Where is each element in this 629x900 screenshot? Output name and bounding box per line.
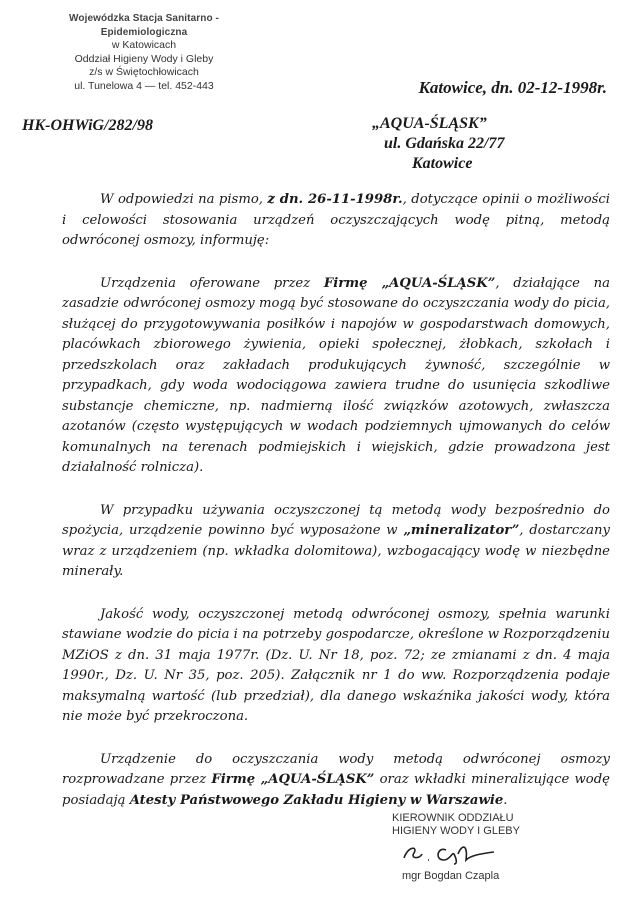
recipient-street: ul. Gdańska 22/77	[384, 135, 505, 152]
stamp-line-city: w Katowicach	[111, 39, 177, 51]
text-run: , dostarczany wraz z urządzeniem (np. wkładka dolomitowa), wzbogacający wodę w niezbędne minerały.	[62, 523, 610, 579]
office-stamp	[26, 12, 262, 93]
bold-run: z dn. 26-11-1998r.	[267, 192, 403, 207]
signature-block	[392, 812, 562, 883]
recipient-name: „AQUA-ŚLĄSK”	[372, 115, 487, 132]
text-run: .	[503, 792, 508, 808]
text-run: W odpowiedzi na pismo,	[100, 192, 268, 207]
stamp-line-institution: Wojewódzka Stacja Sanitarno - Epidemiologiczna	[69, 13, 219, 38]
paragraph-intro	[62, 190, 610, 252]
recipient-address	[372, 114, 504, 174]
recipient-city: Katowice	[412, 155, 473, 172]
stamp-line-seat: z/s w Świętochłowicach	[89, 66, 199, 78]
signature-title-1: KIEROWNIK ODDZIAŁU	[392, 812, 514, 824]
bold-run: Firmę „AQUA-ŚLĄSK”	[323, 275, 496, 291]
text-run: Urządzenie do oczyszczania wody metodą odwróconej osmozy rozprowadzane przez	[62, 751, 610, 787]
stamp-line-department: Oddział Higieny Wody i Gleby	[74, 52, 214, 65]
signature-title-2: HIGIENY WODY I GLEBY	[392, 825, 520, 837]
text-run: , działające na zasadzie odwróconej osmozy mogą być stosowane do oczyszczania wody do picia, służącej do przygotowywania posiłków i napojów w gospodarstwach domowych, placówkach zbiorowego żywienia, opieki społecznej, żłobkach, szkołach i przedszkolach oraz zakładach produkujących żywność, szczególnie w przypadkach, gdy woda wodociągowa zawiera trudne do usunięcia szkodliwe substancje chemiczne, np. nadmierną ilość związków azotowych, zwłaszcza azotanów (często występujących w wodach podziemnych ujmowanych do celów komunalnych na terenach podmiejskich i wiejskich, gdzie prowadzona jest działalność rolnicza).	[62, 275, 610, 475]
letter-body	[62, 190, 610, 833]
bold-run: Firmę „AQUA-ŚLĄSK”	[211, 772, 375, 787]
text-run: oraz wkładki mineralizujące wodę posiadają	[62, 772, 610, 808]
paragraph-devices	[62, 274, 610, 479]
bold-run: „mineralizator”	[403, 523, 520, 538]
text-run: Urządzenia oferowane przez	[100, 275, 324, 291]
handwritten-signature-icon	[398, 840, 508, 866]
paragraph-quality: Jakość wody, oczyszczonej metodą odwróconej osmozy, spełnia warunki stawiane wodzie do picia i na potrzeby gospodarcze, określone w Rozporządzeniu MZiOS z dn. 31 maja 1977r. (Dz. U. Nr 18, poz. 72; ze zmianami z dn. 4 maja 1990r., Dz. U. Nr 35, poz. 205). Załącznik nr 1 do ww. Rozporządzenia podaje maksymalną wartość (lub przedział), dla danego wskaźnika jakości wody, która nie może być przekroczona.	[62, 606, 610, 724]
letter-date: Katowice, dn. 02-12-1998r.	[418, 78, 607, 97]
stamp-line-address: ul. Tunelowa 4 — tel. 452-443	[74, 79, 214, 92]
text-run: W przypadku używania oczyszczonej tą metodą wody bezpośrednio do spożycia, urządzenie powinno być wyposażone w	[62, 502, 610, 538]
paragraph-certificates	[62, 750, 610, 812]
text-run: , dotyczące opinii o możliwości i celowości stosowania urządzeń oczyszczających wodę pitną, metodą odwróconej osmozy, informuję:	[62, 192, 611, 248]
reference-number: HK-OHWiG/282/98	[22, 117, 153, 134]
signatory-name: mgr Bogdan Czapla	[402, 870, 500, 882]
paragraph-mineralizer	[62, 501, 610, 583]
bold-run: Atesty Państwowego Zakładu Higieny w Warszawie	[129, 792, 504, 808]
